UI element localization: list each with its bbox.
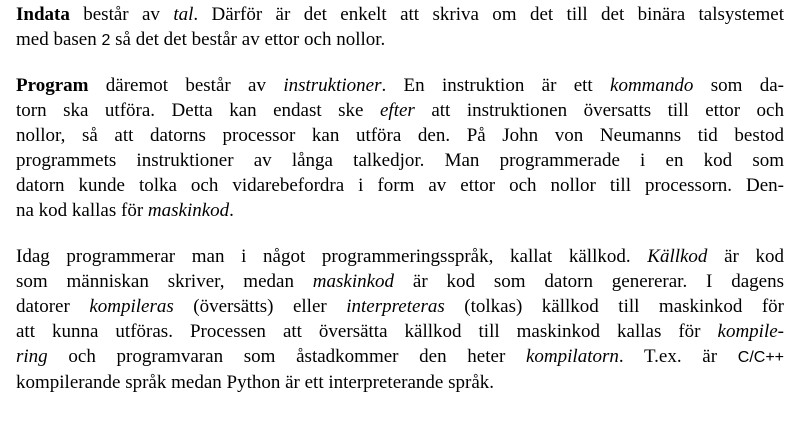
term-kompileras: kompileras [89, 296, 174, 317]
text-run: att instruktionen översatts till ettor och [414, 100, 784, 121]
paragraph-program [16, 73, 784, 223]
text-line: nollor, så att datorns processor kan utföra den. På John von Neumanns tid bestod [16, 125, 784, 146]
term-instruktioner: instruktioner [283, 75, 382, 96]
term-tal: tal [173, 4, 194, 25]
text-run: att kunna utföras. Processen att översätta källkod till maskinkod kallas för [16, 321, 718, 342]
document-page [16, 2, 784, 413]
text-line: programmets instruktioner av långa talkedjor. Man programmerade i en kod som [16, 150, 784, 171]
text-run: . En instruktion är ett [381, 75, 611, 96]
text-line [16, 319, 784, 344]
term-efter: efter [380, 100, 415, 121]
term-kompilering: kompile- [717, 321, 784, 342]
term-maskinkod: maskinkod [147, 200, 230, 221]
term-kompilering-cont: ring [16, 346, 48, 367]
text-line [16, 198, 784, 223]
text-run: torn ska utföra. Detta kan endast ske [16, 100, 380, 121]
term-kallkod: Källkod [647, 246, 708, 267]
text-run: na kod kallas för [16, 200, 148, 221]
text-run: som människan skriver, medan [16, 271, 313, 292]
text-run: (översätts) eller [173, 296, 347, 317]
text-line [16, 73, 784, 98]
text-run: så det det består av ettor och nollor. [110, 29, 386, 50]
text-line [16, 98, 784, 123]
term-maskinkod: maskinkod [312, 271, 395, 292]
text-run: . [229, 200, 234, 221]
text-run: är kod [707, 246, 784, 267]
text-run: som da- [693, 75, 784, 96]
text-run: med basen [16, 29, 102, 50]
text-run: är kod som datorn genererar. I dagens [394, 271, 784, 292]
paragraph-kallkod [16, 244, 784, 395]
text-run: består av [69, 4, 174, 25]
term-indata: Indata [16, 4, 70, 25]
text-run: och programvaran som åstadkommer den heter [47, 346, 526, 367]
text-run: . Därför är det enkelt att skriva om det till det binära talsystemet [193, 4, 784, 25]
text-line [16, 294, 784, 319]
text-run: däremot består av [88, 75, 284, 96]
text-line [16, 244, 784, 269]
term-c-cpp: C/C++ [737, 349, 785, 366]
text-run: (tolkas) källkod till maskinkod för [444, 296, 784, 317]
text-line: datorn kunde tolka och vidarebefordra i form av ettor och nollor till processorn. Den- [16, 175, 784, 196]
text-run: . T.ex. är [618, 346, 738, 367]
text-run: datorer [16, 296, 90, 317]
text-run: Idag programmerar man i något programmeringsspråk, kallat källkod. [16, 246, 648, 267]
text-line [16, 2, 784, 27]
term-interpreteras: interpreteras [346, 296, 445, 317]
term-kompilatorn: kompilatorn [525, 346, 619, 367]
text-line [16, 344, 784, 370]
paragraph-indata [16, 2, 784, 53]
text-line [16, 269, 784, 294]
text-line: kompilerande språk medan Python är ett interpreterande språk. [16, 372, 494, 393]
number-2: 2 [101, 32, 111, 49]
text-line [16, 27, 784, 53]
term-kommando: kommando [610, 75, 694, 96]
term-program: Program [16, 75, 89, 96]
